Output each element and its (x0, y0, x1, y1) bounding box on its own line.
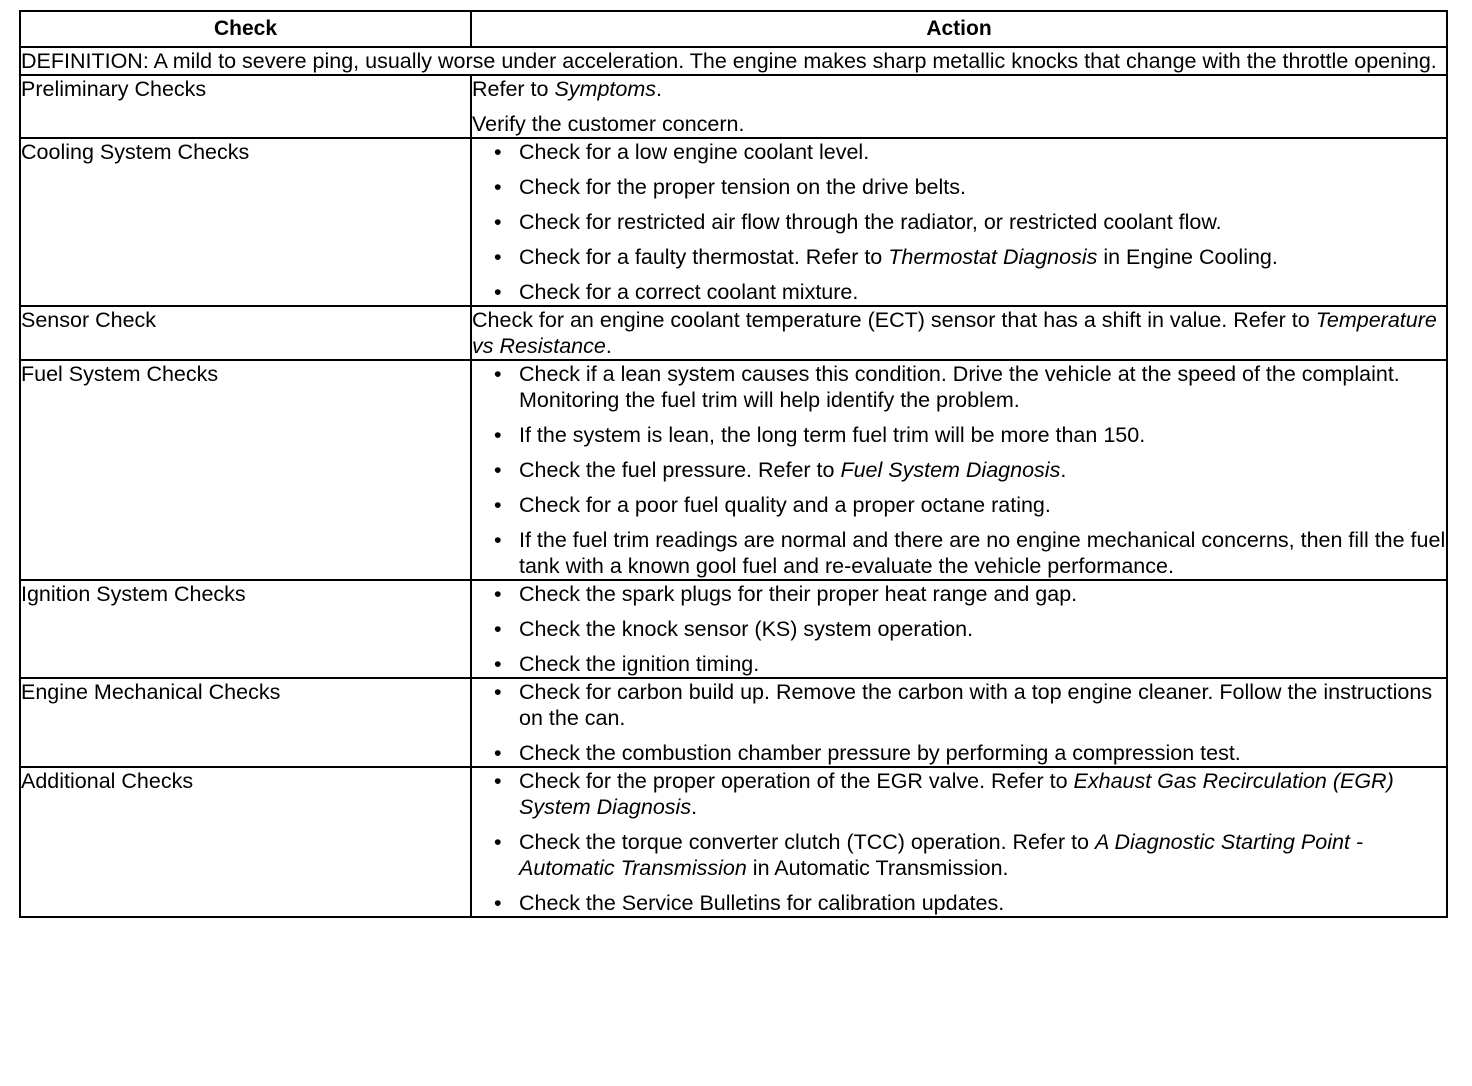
reference-text: Temperature vs Resistance (472, 308, 1437, 358)
action-bullet-item (519, 616, 1446, 642)
action-bullet-item (519, 679, 1446, 731)
action-bullet-list (472, 768, 1446, 916)
check-cell: Sensor Check (20, 306, 471, 360)
action-bullet-item (519, 581, 1446, 607)
reference-text: Thermostat Diagnosis (888, 245, 1098, 269)
action-text: Check the spark plugs for their proper heat range and gap. (519, 582, 1078, 606)
action-text: Check for a poor fuel quality and a proper octane rating. (519, 493, 1051, 517)
action-bullet-item (519, 651, 1446, 677)
check-cell: Preliminary Checks (20, 75, 471, 138)
action-bullet-item (519, 279, 1446, 305)
action-text: Check if a lean system causes this condition. Drive the vehicle at the speed of the complaint. Monitoring the fuel trim will help identify the problem. (519, 362, 1400, 412)
action-text: Check the Service Bulletins for calibration updates. (519, 891, 1005, 915)
table-row (20, 75, 1447, 138)
action-cell (471, 360, 1447, 580)
action-text: . (605, 334, 612, 358)
action-cell (471, 767, 1447, 917)
action-text: Check for an engine coolant temperature (ECT) sensor that has a shift in value. Refer to (472, 308, 1316, 332)
action-text: in Engine Cooling. (1097, 245, 1278, 269)
action-cell (471, 75, 1447, 138)
definition-text: DEFINITION: A mild to severe ping, usually worse under acceleration. The engine makes sharp metallic knocks that change with the throttle opening. (20, 47, 1447, 75)
action-bullet-item (519, 209, 1446, 235)
table-row (20, 138, 1447, 306)
action-bullet-list (472, 361, 1446, 579)
action-paragraph (472, 76, 1446, 102)
action-bullet-item (519, 139, 1446, 165)
action-text: Check the ignition timing. (519, 652, 760, 676)
action-bullet-item (519, 244, 1446, 270)
action-bullet-item (519, 457, 1446, 483)
action-text: Check the combustion chamber pressure by performing a compression test. (519, 741, 1241, 765)
action-text: in Automatic Transmission. (746, 856, 1009, 880)
action-text: If the fuel trim readings are normal and there are no engine mechanical concerns, then fill the fuel tank with a known gool fuel and re-evaluate the vehicle performance. (519, 528, 1446, 578)
action-text: . (1060, 458, 1067, 482)
table-row (20, 678, 1447, 767)
action-cell (471, 678, 1447, 767)
action-bullet-item (519, 527, 1446, 579)
action-text: Check the knock sensor (KS) system operation. (519, 617, 974, 641)
column-header-action: Action (471, 11, 1447, 47)
action-text: Check the torque converter clutch (TCC) operation. Refer to (519, 830, 1095, 854)
check-cell: Engine Mechanical Checks (20, 678, 471, 767)
action-bullet-item (519, 768, 1446, 820)
action-text: Check for a correct coolant mixture. (519, 280, 859, 304)
action-bullet-list (472, 139, 1446, 305)
table-row (20, 767, 1447, 917)
reference-text: Fuel System Diagnosis (840, 458, 1061, 482)
action-text: Check for a low engine coolant level. (519, 140, 870, 164)
action-bullet-item (519, 829, 1446, 881)
column-header-check: Check (20, 11, 471, 47)
action-text: Check for restricted air flow through the radiator, or restricted coolant flow. (519, 210, 1222, 234)
action-text: Refer to (472, 77, 555, 101)
action-text: Check the fuel pressure. Refer to (519, 458, 841, 482)
definition-row (20, 47, 1447, 75)
action-bullet-item (519, 361, 1446, 413)
table-row (20, 360, 1447, 580)
action-bullet-item (519, 492, 1446, 518)
action-paragraph (472, 111, 1446, 137)
reference-text: Symptoms (554, 77, 657, 101)
reference-text: Exhaust Gas Recirculation (EGR) System Diagnosis (519, 769, 1394, 819)
table-row (20, 580, 1447, 678)
check-cell: Ignition System Checks (20, 580, 471, 678)
action-bullet-item (519, 422, 1446, 448)
header-row (20, 11, 1447, 47)
action-text: . (691, 795, 698, 819)
action-text: If the system is lean, the long term fuel trim will be more than 150. (519, 423, 1146, 447)
action-text: Check for the proper tension on the drive belts. (519, 175, 966, 199)
check-cell: Additional Checks (20, 767, 471, 917)
table-body (20, 47, 1447, 917)
action-cell (471, 138, 1447, 306)
reference-text: A Diagnostic Starting Point - Automatic Transmission (519, 830, 1364, 880)
table-row (20, 306, 1447, 360)
check-cell: Fuel System Checks (20, 360, 471, 580)
action-bullet-item (519, 890, 1446, 916)
action-bullet-list (472, 679, 1446, 766)
action-bullet-item (519, 174, 1446, 200)
action-paragraph (472, 307, 1446, 359)
action-text: Check for carbon build up. Remove the carbon with a top engine cleaner. Follow the instructions on the can. (519, 680, 1433, 730)
diagnostic-table (19, 10, 1448, 918)
action-text: Check for a faulty thermostat. Refer to (519, 245, 889, 269)
check-cell: Cooling System Checks (20, 138, 471, 306)
action-bullet-item (519, 740, 1446, 766)
action-bullet-list (472, 581, 1446, 677)
action-cell (471, 580, 1447, 678)
action-text: Verify the customer concern. (472, 112, 745, 136)
action-text: . (656, 77, 662, 101)
action-cell (471, 306, 1447, 360)
action-text: Check for the proper operation of the EGR valve. Refer to (519, 769, 1074, 793)
